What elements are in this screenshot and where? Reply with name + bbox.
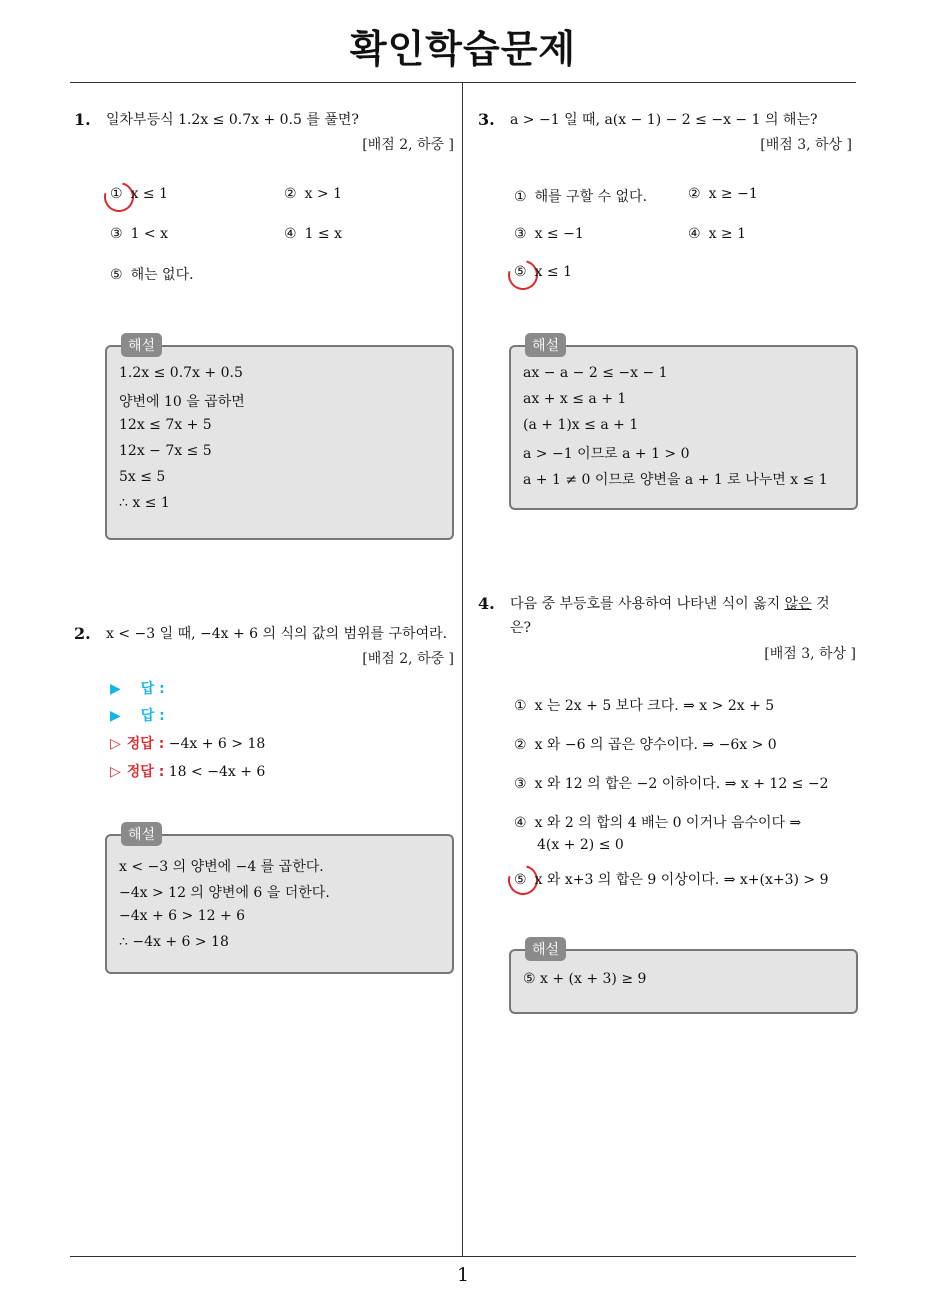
header-rule (70, 82, 856, 83)
score-meta: [배점 2, 하중 ] (362, 651, 454, 667)
solution-line: 5x ≤ 5 (119, 469, 166, 485)
question-number: 1. (74, 110, 91, 129)
choice-2[interactable]: ② x 와 −6 의 곱은 양수이다. ⇒ −6x > 0 (514, 737, 777, 753)
solution-tag: 해설 (121, 333, 162, 357)
choice-3[interactable]: ③ 1 < x (110, 226, 168, 242)
choice-3[interactable]: ③ x 와 12 의 합은 −2 이하이다. ⇒ x + 12 ≤ −2 (514, 776, 829, 792)
solution-box (509, 338, 858, 510)
question-text: 일차부등식 1.2x ≤ 0.7x + 0.5 를 풀면? (106, 112, 359, 128)
question-number: 2. (74, 624, 91, 643)
question-text: a > −1 일 때, a(x − 1) − 2 ≤ −x − 1 의 해는? (510, 112, 818, 128)
question-text: x < −3 일 때, −4x + 6 의 식의 값의 범위를 구하여라. (106, 626, 448, 642)
solution-line: a > −1 이므로 a + 1 > 0 (523, 446, 690, 462)
solution-line: 1.2x ≤ 0.7x + 0.5 (119, 365, 243, 381)
page-number: 1 (456, 1264, 470, 1286)
choice-2[interactable]: ② x > 1 (284, 186, 342, 202)
question-1 (74, 108, 454, 168)
choice-4[interactable]: ④ x 와 2 의 합의 4 배는 0 이거나 음수이다 ⇒ (514, 815, 802, 831)
solution-tag: 해설 (525, 333, 566, 357)
solution-line: ∴ −4x + 6 > 18 (119, 934, 229, 950)
correct-answer-2: ▷ 정답 : 18 < −4x + 6 (110, 764, 266, 780)
question-text: 다음 중 부등호를 사용하여 나타낸 식이 옳지 않은 것 은? (510, 596, 830, 636)
solution-line: ax + x ≤ a + 1 (523, 391, 627, 407)
choice-3[interactable]: ③ x ≤ −1 (514, 226, 584, 242)
question-number: 3. (478, 110, 495, 129)
solution-box (105, 338, 454, 540)
solution-line: ∴ x ≤ 1 (119, 495, 170, 511)
solution-line: 양변에 10 을 곱하면 (119, 394, 245, 410)
answer-input-1[interactable]: ▶ 답 : (110, 681, 165, 697)
score-meta: [배점 2, 하중 ] (362, 137, 454, 153)
choice-4[interactable]: ④ x ≥ 1 (688, 226, 746, 242)
solution-line: 12x ≤ 7x + 5 (119, 417, 212, 433)
question-2 (74, 622, 454, 682)
question-3 (478, 108, 852, 168)
solution-box (509, 942, 858, 1014)
choice-4[interactable]: ④ 1 ≤ x (284, 226, 342, 242)
solution-line: −4x > 12 의 양변에 6 을 더한다. (119, 885, 330, 901)
solution-line: a + 1 ≠ 0 이므로 양변을 a + 1 로 나누면 x ≤ 1 (523, 472, 828, 488)
solution-line: x < −3 의 양변에 −4 를 곱한다. (119, 859, 324, 875)
choice-1[interactable]: ① 해를 구할 수 없다. (514, 189, 648, 205)
choice-2[interactable]: ② x ≥ −1 (688, 186, 758, 202)
score-meta: [배점 3, 하상 ] (764, 646, 856, 662)
footer-rule (70, 1256, 856, 1257)
solution-box (105, 827, 454, 974)
answer-input-2[interactable]: ▶ 답 : (110, 708, 165, 724)
choice-5[interactable]: ⑤ x ≤ 1 (514, 264, 572, 280)
solution-tag: 해설 (525, 937, 566, 961)
solution-line: ax − a − 2 ≤ −x − 1 (523, 365, 668, 381)
solution-line: −4x + 6 > 12 + 6 (119, 908, 246, 924)
solution-line: (a + 1)x ≤ a + 1 (523, 417, 639, 433)
choice-5[interactable]: ⑤ x 와 x+3 의 합은 9 이상이다. ⇒ x+(x+3) > 9 (514, 872, 829, 888)
solution-line: ⑤ x + (x + 3) ≥ 9 (523, 971, 647, 987)
score-meta: [배점 3, 하상 ] (760, 137, 852, 153)
column-divider (462, 82, 463, 1257)
solution-tag: 해설 (121, 822, 162, 846)
page-title: 확인학습문제 (349, 27, 577, 71)
question-number: 4. (478, 594, 495, 613)
choice-1[interactable]: ① x 는 2x + 5 보다 크다. ⇒ x > 2x + 5 (514, 698, 775, 714)
choice-4-continued: 4(x + 2) ≤ 0 (537, 837, 624, 853)
choice-5[interactable]: ⑤ 해는 없다. (110, 267, 194, 283)
solution-line: 12x − 7x ≤ 5 (119, 443, 212, 459)
correct-answer-1: ▷ 정답 : −4x + 6 > 18 (110, 736, 266, 752)
question-4 (478, 592, 856, 668)
choice-1[interactable]: ① x ≤ 1 (110, 186, 168, 202)
